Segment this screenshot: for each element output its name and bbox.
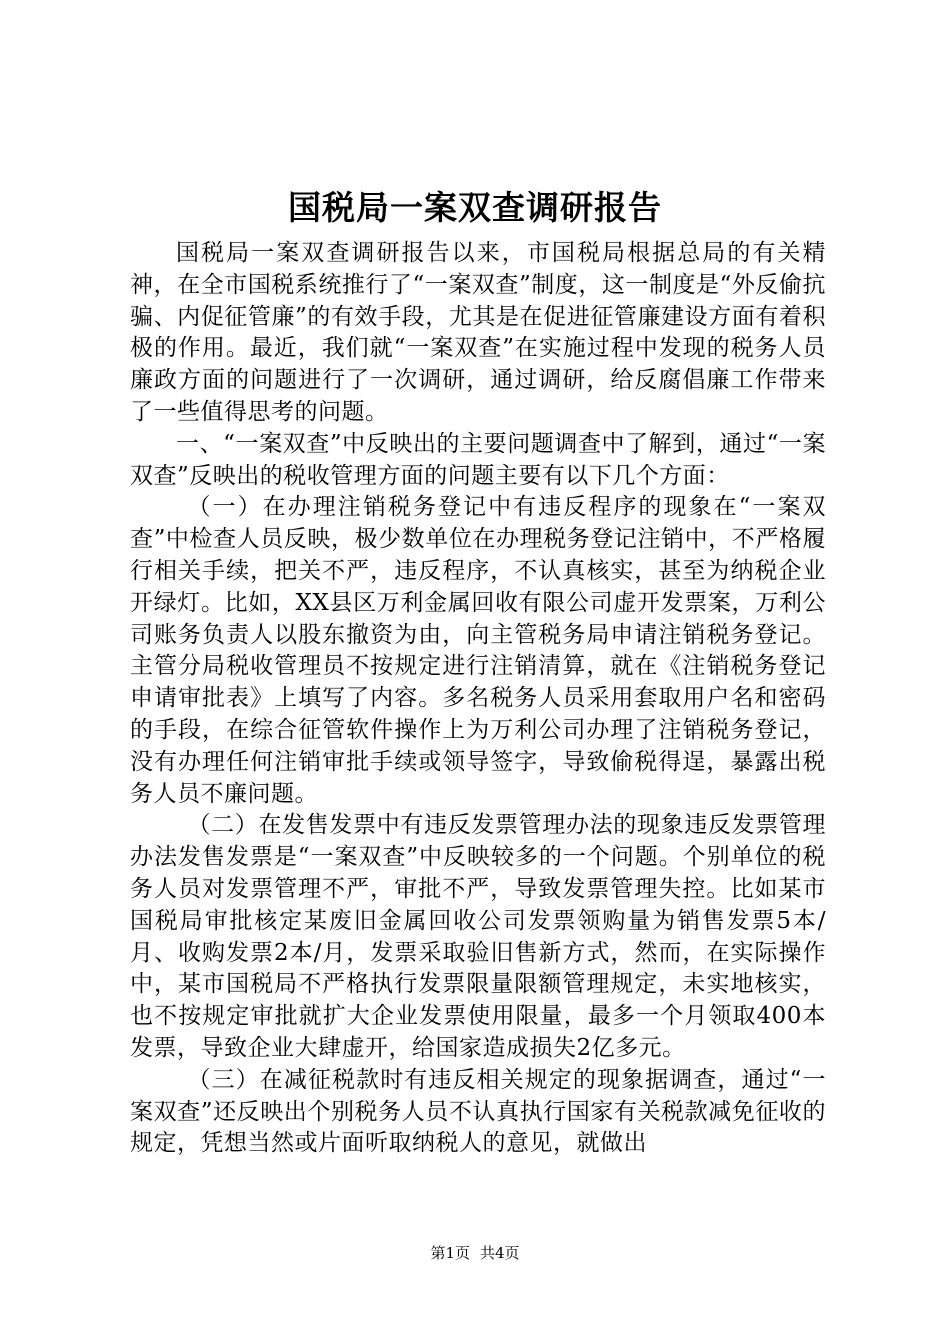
paragraph-subsection-2: （二）在发售发票中有违反发票管理办法的现象违反发票管理办法发售发票是“一案双查”中反映较多的一个问题。个别单位的税务人员对发票管理不严，审批不严，导致发票管理失控。比如某市国税局审批核定某废旧金属回收公司发票领购量为销售发票5本/月、收购发票2本/月，发票采取验旧售新方式，然而，在实际操作中，某市国税局不严格执行发票限量限额管理规定，未实地核实，也不按规定审批就扩大企业发票使用限量，最多一个月领取400本发票，导致企业大肆虚开，给国家造成损失2亿多元。 xyxy=(130,812,826,1061)
page-number: 第1页 xyxy=(430,1244,470,1262)
page-footer xyxy=(0,1243,950,1263)
document-body xyxy=(130,238,826,1160)
paragraph-subsection-3: （三）在减征税款时有违反相关规定的现象据调查，通过“一案双查”还反映出个别税务人员不认真执行国家有关税款减免征收的规定，凭想当然或片面听取纳税人的意见，就做出 xyxy=(130,1066,826,1157)
page-total: 共4页 xyxy=(480,1244,520,1262)
paragraph-intro: 国税局一案双查调研报告以来，市国税局根据总局的有关精神，在全市国税系统推行了“一案双查”制度，这一制度是“外反偷抗骗、内促征管廉”的有效手段，尤其是在促进征管廉建设方面有着积极的作用。最近，我们就“一案双查”在实施过程中发现的税务人员廉政方面的问题进行了一次调研，通过调研，给反腐倡廉工作带来了一些值得思考的问题。 xyxy=(130,240,826,425)
paragraph-section-1: 一、“一案双查”中反映出的主要问题调查中了解到，通过“一案双查”反映出的税收管理方面的问题主要有以下几个方面： xyxy=(130,430,826,489)
document-title: 国税局一案双查调研报告 xyxy=(288,188,662,227)
paragraph-subsection-1: （一）在办理注销税务登记中有违反程序的现象在“一案双查”中检查人员反映，极少数单位在办理税务登记注销中，不严格履行相关手续，把关不严，违反程序，不认真核实，甚至为纳税企业开绿灯。比如，XX县区万利金属回收有限公司虚开发票案，万利公司账务负责人以股东撤资为由，向主管税务局申请注销税务登记。主管分局税收管理员不按规定进行注销清算，就在《注销税务登记申请审批表》上填写了内容。多名税务人员采用套取用户名和密码的手段，在综合征管软件操作上为万利公司办理了注销税务登记，没有办理任何注销审批手续或领导签字，导致偷税得逞，暴露出税务人员不廉问题。 xyxy=(130,494,826,807)
